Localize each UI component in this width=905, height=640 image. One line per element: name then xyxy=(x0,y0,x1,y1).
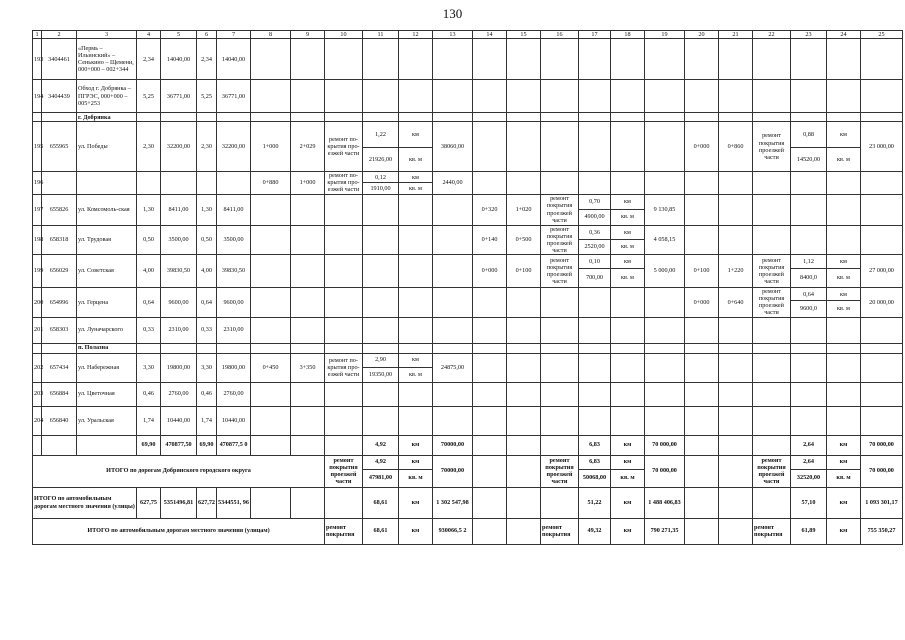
total: 6,83 xyxy=(579,435,611,455)
unit: км xyxy=(399,518,433,544)
road-code: 656884 xyxy=(42,382,77,406)
row-number: 194 xyxy=(33,80,42,113)
cell: 9600,00 xyxy=(217,288,251,318)
road-code: 654996 xyxy=(42,288,77,318)
cell: 0+860 xyxy=(719,122,753,172)
total: 69,90 xyxy=(197,435,217,455)
col-num: 24 xyxy=(827,31,861,39)
total: 627,72 xyxy=(197,487,217,518)
col-num: 3 xyxy=(77,31,137,39)
total: 627,75 xyxy=(137,487,161,518)
cell: 0,70 xyxy=(579,194,611,209)
cell: 1,30 xyxy=(137,194,161,225)
table-row xyxy=(33,172,903,183)
cell: 0,50 xyxy=(197,225,217,255)
unit: кв. м xyxy=(399,183,433,194)
total: 470877,5 0 xyxy=(217,435,251,455)
cell: 1910,00 xyxy=(363,183,399,194)
cell: 0+000 xyxy=(685,288,719,318)
cell: 0,64 xyxy=(137,288,161,318)
road-code: 656029 xyxy=(42,255,77,288)
unit: км xyxy=(827,518,861,544)
cell: 0+880 xyxy=(251,172,291,194)
col-num: 6 xyxy=(197,31,217,39)
cell: 10440,00 xyxy=(161,406,197,435)
cell: 24875,00 xyxy=(433,353,473,382)
row-number: 195 xyxy=(33,122,42,172)
unit: кв. м xyxy=(827,269,861,288)
col-num: 1 xyxy=(33,31,42,39)
cell: 5 000,00 xyxy=(645,255,685,288)
total: 57,10 xyxy=(791,487,827,518)
section-row xyxy=(33,113,903,122)
cell: 39830,50 xyxy=(217,255,251,288)
cell: 3+350 xyxy=(291,353,325,382)
unit: км xyxy=(611,487,645,518)
total-label: ИТОГО по автомобильным дорогам местного значения (улицы) xyxy=(33,487,137,518)
cell: 0+640 xyxy=(719,288,753,318)
unit: км xyxy=(399,455,433,469)
repair-type: ремонт покрытия проезжей части xyxy=(541,194,579,225)
total: 5344551, 96 xyxy=(217,487,251,518)
unit: кв. м xyxy=(611,239,645,254)
cell: 0,36 xyxy=(579,225,611,239)
table-row xyxy=(33,353,903,367)
section-title: г. Добрянка xyxy=(77,113,137,122)
col-num: 9 xyxy=(291,31,325,39)
row-number: 204 xyxy=(33,406,42,435)
cell: 23 000,00 xyxy=(861,122,903,172)
total: 5351496,81 xyxy=(161,487,197,518)
unit: км xyxy=(827,288,861,301)
total: 1 488 406,83 xyxy=(645,487,685,518)
cell: 9 130,85 xyxy=(645,194,685,225)
cell: 8400,0 xyxy=(791,269,827,288)
cell: 2,34 xyxy=(137,39,161,80)
cell: 4 058,15 xyxy=(645,225,685,255)
total: 70 000,00 xyxy=(645,455,685,487)
col-num: 14 xyxy=(473,31,507,39)
repair-type: ремонт покрытия проезжей части xyxy=(541,225,579,255)
col-num: 2 xyxy=(42,31,77,39)
road-name: ул. Уральская xyxy=(77,406,137,435)
cell: 2760,00 xyxy=(161,382,197,406)
table-row xyxy=(33,225,903,239)
cell: 0+000 xyxy=(685,122,719,172)
cell: 2,30 xyxy=(137,122,161,172)
cell: 0,10 xyxy=(579,255,611,269)
unit: км xyxy=(399,435,433,455)
total-row xyxy=(33,487,903,518)
table-row xyxy=(33,382,903,406)
road-name: ул. Цветочная xyxy=(77,382,137,406)
cell: 2440,00 xyxy=(433,172,473,194)
road-code: 3404461 xyxy=(42,39,77,80)
unit: км xyxy=(827,435,861,455)
cell: 9600,00 xyxy=(161,288,197,318)
page-number: 130 xyxy=(442,6,463,21)
total: 755 350,27 xyxy=(861,518,903,544)
cell: 19350,00 xyxy=(363,367,399,382)
unit: кв. м xyxy=(611,269,645,288)
row-number: 201 xyxy=(33,317,42,343)
total: 70 000,00 xyxy=(861,455,903,487)
cell: 4900,00 xyxy=(579,209,611,225)
repair-type: ремонт покрытия проезжей части xyxy=(753,255,791,288)
header-row xyxy=(33,31,903,39)
cell: 0+100 xyxy=(685,255,719,288)
cell: 3,30 xyxy=(137,353,161,382)
cell: 2,34 xyxy=(197,39,217,80)
col-num: 4 xyxy=(137,31,161,39)
cell: 2,90 xyxy=(363,353,399,367)
cell: 5,25 xyxy=(137,80,161,113)
cell: 2310,00 xyxy=(217,317,251,343)
repair-type: ремонт покрытия xyxy=(541,518,579,544)
sum-row xyxy=(33,435,903,455)
unit: км xyxy=(611,455,645,469)
col-num: 13 xyxy=(433,31,473,39)
repair-type: ремонт покрытия проезжей части xyxy=(753,455,791,487)
col-num: 22 xyxy=(753,31,791,39)
cell: 0,88 xyxy=(791,122,827,148)
cell: 1+020 xyxy=(507,194,541,225)
total: 68,61 xyxy=(363,487,399,518)
cell: 3500,00 xyxy=(217,225,251,255)
cell: 21926,00 xyxy=(363,148,399,172)
cell: 36771,00 xyxy=(217,80,251,113)
total: 1 302 547,98 xyxy=(433,487,473,518)
cell: 0,12 xyxy=(363,172,399,183)
cell: 0,46 xyxy=(137,382,161,406)
table-row xyxy=(33,194,903,209)
road-repair-table xyxy=(32,30,903,545)
table-row xyxy=(33,80,903,113)
row-number: 203 xyxy=(33,382,42,406)
cell: 0+100 xyxy=(507,255,541,288)
total-label: ИТОГО по автомобильным дорогам местного значения (улицам) xyxy=(33,518,325,544)
unit: км xyxy=(399,487,433,518)
unit: км xyxy=(611,255,645,269)
total: 2,64 xyxy=(791,435,827,455)
section-title: п. Полазна xyxy=(77,343,137,353)
total: 70000,00 xyxy=(433,435,473,455)
unit: км xyxy=(827,487,861,518)
cell: 2+029 xyxy=(291,122,325,172)
col-num: 10 xyxy=(325,31,363,39)
total: 70 000,00 xyxy=(861,435,903,455)
table-row xyxy=(33,406,903,435)
road-code: 655826 xyxy=(42,194,77,225)
cell: 0+320 xyxy=(473,194,507,225)
cell: 1,12 xyxy=(791,255,827,269)
road-code: 655965 xyxy=(42,122,77,172)
total: 4,92 xyxy=(363,435,399,455)
cell: 0+140 xyxy=(473,225,507,255)
repair-type: ремонт покрытия проезжей части xyxy=(753,288,791,318)
col-num: 15 xyxy=(507,31,541,39)
cell: 32200,00 xyxy=(161,122,197,172)
road-code: 656840 xyxy=(42,406,77,435)
total: 70 000,00 xyxy=(645,435,685,455)
road-name: ул. Советская xyxy=(77,255,137,288)
unit: км xyxy=(827,255,861,269)
cell: 10440,00 xyxy=(217,406,251,435)
cell: 19800,00 xyxy=(217,353,251,382)
col-num: 21 xyxy=(719,31,753,39)
cell: 0,33 xyxy=(137,317,161,343)
total: 47981,00 xyxy=(363,469,399,487)
cell: 0,33 xyxy=(197,317,217,343)
road-name: ул. Набережная xyxy=(77,353,137,382)
row-number: 196 xyxy=(33,172,42,194)
total: 70000,00 xyxy=(433,455,473,487)
unit: кв. м xyxy=(827,148,861,172)
unit: км xyxy=(399,353,433,367)
table-row xyxy=(33,255,903,269)
repair-type: ремонт покрытия xyxy=(753,518,791,544)
row-number: 200 xyxy=(33,288,42,318)
total: 69,90 xyxy=(137,435,161,455)
cell: 0,50 xyxy=(137,225,161,255)
repair-type: ремонт покрытия проезжей части xyxy=(541,255,579,288)
col-num: 7 xyxy=(217,31,251,39)
total: 61,89 xyxy=(791,518,827,544)
col-num: 23 xyxy=(791,31,827,39)
road-name: Обход г. Добрянка – ПГРЭС, 000+000 – 005+253 xyxy=(77,80,137,113)
cell: 2,30 xyxy=(197,122,217,172)
total: 32520,00 xyxy=(791,469,827,487)
cell: 19800,00 xyxy=(161,353,197,382)
repair-type: ремонт покрытия проезжей части xyxy=(541,455,579,487)
cell: 1,22 xyxy=(363,122,399,148)
col-num: 18 xyxy=(611,31,645,39)
total-row xyxy=(33,455,903,469)
col-num: 16 xyxy=(541,31,579,39)
total: 2,64 xyxy=(791,455,827,469)
road-name: «Пермь – Ильинский» – Сенькино – Щемени, 000+000 – 002+344 xyxy=(77,39,137,80)
unit: км xyxy=(611,194,645,209)
cell: 1,74 xyxy=(137,406,161,435)
total: 470877,50 xyxy=(161,435,197,455)
cell: 27 000,00 xyxy=(861,255,903,288)
unit: кв. м xyxy=(399,469,433,487)
cell: 4,00 xyxy=(137,255,161,288)
total: 6,83 xyxy=(579,455,611,469)
cell: 39830,50 xyxy=(161,255,197,288)
road-code: 658318 xyxy=(42,225,77,255)
table-row xyxy=(33,122,903,148)
col-num: 25 xyxy=(861,31,903,39)
cell: 1+000 xyxy=(291,172,325,194)
unit: кв. м xyxy=(827,301,861,317)
unit: км xyxy=(827,455,861,469)
total-label: ИТОГО по дорогам Добрянского городского округа xyxy=(33,455,325,487)
unit: кв. м xyxy=(611,209,645,225)
unit: км xyxy=(399,172,433,183)
road-name: ул. Луначарского xyxy=(77,317,137,343)
road-name: ул. Трудовая xyxy=(77,225,137,255)
unit: кв. м xyxy=(611,469,645,487)
unit: км xyxy=(399,122,433,148)
col-num: 12 xyxy=(399,31,433,39)
cell: 8411,00 xyxy=(217,194,251,225)
road-code: 657434 xyxy=(42,353,77,382)
cell: 2520,00 xyxy=(579,239,611,254)
col-num: 11 xyxy=(363,31,399,39)
table-row xyxy=(33,39,903,80)
row-number: 202 xyxy=(33,353,42,382)
unit: км xyxy=(611,518,645,544)
cell: 0,46 xyxy=(197,382,217,406)
cell: 14040,00 xyxy=(217,39,251,80)
col-num: 20 xyxy=(685,31,719,39)
col-num: 17 xyxy=(579,31,611,39)
total-row xyxy=(33,518,903,544)
repair-type: ремонт по-крытия про-езжей части xyxy=(325,353,363,382)
cell: 0,64 xyxy=(791,288,827,301)
unit: кв. м xyxy=(399,367,433,382)
road-name: ул. Победы xyxy=(77,122,137,172)
cell: 5,25 xyxy=(197,80,217,113)
cell: 9600,0 xyxy=(791,301,827,317)
cell: 0+000 xyxy=(473,255,507,288)
cell: 1,74 xyxy=(197,406,217,435)
cell: 1+220 xyxy=(719,255,753,288)
repair-type: ремонт покрытия проезжей части xyxy=(753,122,791,172)
row-number: 199 xyxy=(33,255,42,288)
unit: км xyxy=(611,225,645,239)
unit: км xyxy=(611,435,645,455)
cell: 2760,00 xyxy=(217,382,251,406)
total: 790 271,35 xyxy=(645,518,685,544)
cell: 0+500 xyxy=(507,225,541,255)
cell: 2310,00 xyxy=(161,317,197,343)
repair-type: ремонт покрытия проезжей части xyxy=(325,455,363,487)
table-row xyxy=(33,288,903,301)
cell: 0,64 xyxy=(197,288,217,318)
cell: 0+450 xyxy=(251,353,291,382)
repair-type: ремонт покрытия xyxy=(325,518,363,544)
unit: кв. м xyxy=(827,469,861,487)
unit: кв. м xyxy=(399,148,433,172)
cell: 700,00 xyxy=(579,269,611,288)
cell: 36771,00 xyxy=(161,80,197,113)
row-number: 193 xyxy=(33,39,42,80)
total: 1 093 301,17 xyxy=(861,487,903,518)
total: 51,22 xyxy=(579,487,611,518)
cell: 20 000,00 xyxy=(861,288,903,318)
col-num: 19 xyxy=(645,31,685,39)
table-row xyxy=(33,317,903,343)
road-name: ул. Комсомоль-ская xyxy=(77,194,137,225)
total: 68,61 xyxy=(363,518,399,544)
row-number: 198 xyxy=(33,225,42,255)
cell: 38060,00 xyxy=(433,122,473,172)
cell: 3500,00 xyxy=(161,225,197,255)
cell: 32200,00 xyxy=(217,122,251,172)
road-code: 658303 xyxy=(42,317,77,343)
unit: км xyxy=(827,122,861,148)
col-num: 5 xyxy=(161,31,197,39)
repair-type: ремонт по-крытия про-езжей части xyxy=(325,172,363,194)
cell: 8411,00 xyxy=(161,194,197,225)
cell: 14520,00 xyxy=(791,148,827,172)
total: 4,92 xyxy=(363,455,399,469)
cell: 14040,00 xyxy=(161,39,197,80)
repair-type: ремонт по-крытия про-езжей части xyxy=(325,122,363,172)
cell: 4,00 xyxy=(197,255,217,288)
total: 49,32 xyxy=(579,518,611,544)
cell: 1,30 xyxy=(197,194,217,225)
road-code: 3404439 xyxy=(42,80,77,113)
total: 50068,00 xyxy=(579,469,611,487)
road-name: ул. Герцена xyxy=(77,288,137,318)
cell: 3,30 xyxy=(197,353,217,382)
row-number: 197 xyxy=(33,194,42,225)
section-row xyxy=(33,343,903,353)
col-num: 8 xyxy=(251,31,291,39)
total: 930066,5 2 xyxy=(433,518,473,544)
cell: 1+000 xyxy=(251,122,291,172)
